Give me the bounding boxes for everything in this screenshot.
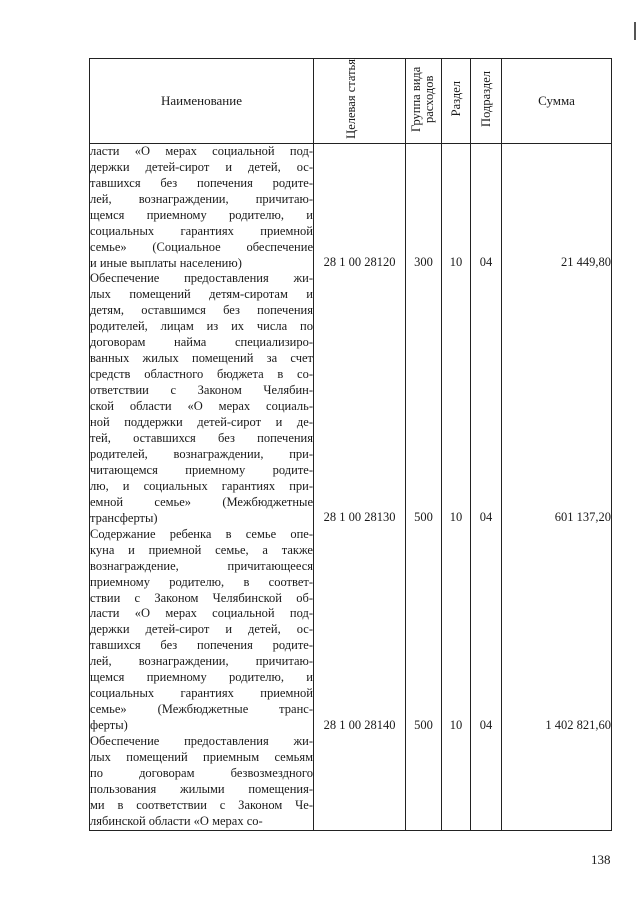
row-3-group [406, 813, 441, 829]
spacer [471, 271, 501, 287]
spacer [442, 606, 470, 622]
spacer [442, 542, 470, 558]
spacer [471, 622, 501, 638]
header-subsection: Подраздел [471, 59, 502, 144]
spacer [406, 558, 441, 574]
spacer [442, 399, 470, 415]
row-0-group: 300 [414, 255, 433, 270]
spacer [502, 765, 611, 781]
spacer [406, 606, 441, 622]
spacer [314, 367, 405, 383]
row-1-line: детям, оставшимся без попечения [90, 303, 313, 318]
spacer [442, 224, 470, 240]
row-3-section [442, 813, 470, 829]
row-2-line: вознаграждение, причитающееся [90, 558, 313, 573]
spacer [502, 494, 611, 510]
spacer [442, 144, 470, 160]
spacer [406, 192, 441, 208]
spacer [406, 622, 441, 638]
target-column [314, 143, 406, 830]
spacer [406, 431, 441, 447]
spacer [471, 367, 501, 383]
spacer [406, 463, 441, 479]
row-0-line: социальных гарантиях приемной [90, 223, 313, 238]
row-3-line: пользования жилыми помещения- [90, 781, 313, 796]
row-2-line: ласти «О мерах социальной под- [90, 606, 313, 621]
spacer [502, 606, 611, 622]
spacer [471, 208, 501, 224]
row-1-line: лю, и социальных гарантиях при- [90, 478, 313, 493]
spacer [502, 176, 611, 192]
spacer [471, 526, 501, 542]
row-3-line: Обеспечение предоставления жи- [90, 734, 313, 749]
spacer [471, 192, 501, 208]
spacer [406, 494, 441, 510]
spacer [502, 622, 611, 638]
spacer [471, 781, 501, 797]
row-0-line: ласти «О мерах социальной под- [90, 143, 313, 158]
spacer [442, 176, 470, 192]
spacer [442, 239, 470, 255]
spacer [502, 447, 611, 463]
spacer [314, 192, 405, 208]
spacer [471, 399, 501, 415]
spacer [502, 431, 611, 447]
spacer [471, 335, 501, 351]
spacer [442, 494, 470, 510]
spacer [314, 797, 405, 813]
spacer [442, 654, 470, 670]
spacer [314, 606, 405, 622]
spacer [406, 287, 441, 303]
row-1-line: родителей, лицам из их числа по [90, 319, 313, 334]
spacer [314, 574, 405, 590]
row-1-line: ной поддержки детей-сирот и де- [90, 415, 313, 430]
spacer [471, 176, 501, 192]
spacer [502, 734, 611, 750]
spacer [502, 749, 611, 765]
spacer [471, 670, 501, 686]
spacer [314, 383, 405, 399]
spacer [502, 638, 611, 654]
header-section: Раздел [442, 59, 471, 144]
spacer [471, 239, 501, 255]
spacer [314, 176, 405, 192]
spacer [406, 590, 441, 606]
spacer [406, 144, 441, 160]
row-0-subsection: 04 [479, 255, 493, 270]
spacer [442, 447, 470, 463]
spacer [406, 415, 441, 431]
spacer [471, 797, 501, 813]
sum-column [502, 143, 612, 830]
spacer [406, 239, 441, 255]
spacer [314, 463, 405, 479]
spacer [406, 208, 441, 224]
spacer [314, 351, 405, 367]
spacer [502, 686, 611, 702]
spacer [314, 144, 405, 160]
row-2-subsection: 04 [479, 717, 493, 732]
spacer [471, 303, 501, 319]
header-target-article: Целевая статья [314, 59, 406, 144]
spacer [406, 303, 441, 319]
spacer [471, 431, 501, 447]
spacer [442, 160, 470, 176]
spacer [471, 415, 501, 431]
spacer [406, 765, 441, 781]
spacer [442, 558, 470, 574]
spacer [314, 781, 405, 797]
spacer [502, 574, 611, 590]
spacer [406, 526, 441, 542]
spacer [442, 749, 470, 765]
row-2-line: лей, вознаграждении, причитаю- [90, 654, 313, 669]
spacer [471, 319, 501, 335]
header-sum: Сумма [502, 59, 612, 144]
spacer [314, 765, 405, 781]
spacer [406, 399, 441, 415]
row-2-line: тавшихся без попечения родите- [90, 638, 313, 653]
spacer [314, 287, 405, 303]
spacer [314, 590, 405, 606]
spacer [406, 734, 441, 750]
row-2-line: куна и приемной семье, а также [90, 542, 313, 557]
row-1-line: ответствии с Законом Челябин- [90, 383, 313, 398]
spacer [314, 702, 405, 718]
spacer [406, 367, 441, 383]
spacer [471, 606, 501, 622]
spacer [502, 654, 611, 670]
spacer [442, 479, 470, 495]
spacer [406, 319, 441, 335]
row-0-line: лей, вознаграждении, причитаю- [90, 191, 313, 206]
spacer [502, 590, 611, 606]
row-0-section: 10 [449, 255, 463, 270]
spacer [471, 447, 501, 463]
spacer [406, 670, 441, 686]
spacer [502, 367, 611, 383]
row-3-subsection [471, 813, 501, 829]
spacer [442, 271, 470, 287]
spacer [314, 208, 405, 224]
spacer [314, 335, 405, 351]
spacer [502, 287, 611, 303]
spacer [471, 351, 501, 367]
spacer [471, 224, 501, 240]
spacer [442, 670, 470, 686]
row-2-line: ферты) [90, 718, 128, 733]
row-1-line: лых помещений детям-сиротам и [90, 287, 313, 302]
row-1-line: договорам найма специализиро- [90, 335, 313, 350]
row-2-line: ствии с Законом Челябинской об- [90, 590, 313, 605]
name-column [90, 143, 314, 830]
spacer [502, 415, 611, 431]
row-0-line: тавшихся без попечения родите- [90, 175, 313, 190]
spacer [314, 654, 405, 670]
table-header-row [90, 59, 612, 144]
row-0-target: 28 1 00 28120 [323, 255, 396, 270]
spacer [442, 287, 470, 303]
spacer [314, 542, 405, 558]
row-2-line: Содержание ребенка в семье опе- [90, 526, 313, 541]
row-2-line: держки детей-сирот и детей, ос- [90, 622, 313, 637]
spacer [442, 526, 470, 542]
spacer [471, 542, 501, 558]
spacer [471, 574, 501, 590]
spacer [502, 383, 611, 399]
spacer [406, 749, 441, 765]
scan-edge-mark [634, 22, 636, 40]
spacer [406, 351, 441, 367]
spacer [471, 765, 501, 781]
spacer [314, 319, 405, 335]
spacer [406, 160, 441, 176]
spacer [314, 479, 405, 495]
spacer [314, 670, 405, 686]
spacer [406, 479, 441, 495]
spacer [314, 415, 405, 431]
spacer [314, 622, 405, 638]
spacer [314, 734, 405, 750]
row-1-line: читающемся приемному родите- [90, 462, 313, 477]
row-3-line: по договорам безвозмездного [90, 766, 313, 780]
row-3-line: лябинской области «О мерах со- [90, 813, 263, 828]
spacer [442, 367, 470, 383]
row-1-group: 500 [414, 510, 433, 525]
spacer [442, 734, 470, 750]
spacer [502, 558, 611, 574]
spacer [502, 239, 611, 255]
row-1-subsection: 04 [479, 510, 493, 525]
row-1-line: ванных жилых помещений за счет [90, 351, 313, 366]
row-2-line: приемному родителю, в соответ- [90, 574, 313, 589]
spacer [314, 447, 405, 463]
spacer [314, 431, 405, 447]
spacer [471, 702, 501, 718]
header-name: Наименование [90, 59, 314, 144]
row-1-sum: 601 137,20 [554, 510, 611, 525]
spacer [502, 208, 611, 224]
row-1-line: средств областного бюджета в со- [90, 367, 313, 382]
spacer [314, 749, 405, 765]
row-3-line: ми в соответствии с Законом Че- [90, 797, 313, 812]
spacer [314, 686, 405, 702]
spacer [442, 463, 470, 479]
spacer [442, 686, 470, 702]
row-2-line: социальных гарантиях приемной [90, 686, 313, 701]
spacer [471, 383, 501, 399]
row-1-line: тей, оставшихся без попечения [90, 430, 313, 445]
row-1-line: ской области «О мерах социаль- [90, 399, 313, 414]
spacer [406, 176, 441, 192]
spacer [442, 797, 470, 813]
spacer [406, 271, 441, 287]
row-0-line: семье» (Социальное обеспечение [90, 239, 313, 254]
spacer [502, 399, 611, 415]
spacer [442, 303, 470, 319]
spacer [502, 224, 611, 240]
spacer [471, 494, 501, 510]
spacer [314, 271, 405, 287]
row-1-line: родителей, вознаграждении, при- [90, 446, 313, 461]
row-0-line: щемся приемному родителю, и [90, 207, 313, 222]
spacer [314, 160, 405, 176]
spacer [406, 638, 441, 654]
spacer [502, 160, 611, 176]
spacer [502, 526, 611, 542]
spacer [502, 271, 611, 287]
spacer [442, 208, 470, 224]
spacer [502, 781, 611, 797]
spacer [471, 734, 501, 750]
spacer [314, 558, 405, 574]
row-3-target [314, 813, 405, 829]
spacer [406, 447, 441, 463]
spacer [471, 654, 501, 670]
spacer [502, 479, 611, 495]
spacer [406, 335, 441, 351]
row-2-target: 28 1 00 28140 [323, 717, 396, 732]
spacer [442, 192, 470, 208]
spacer [471, 479, 501, 495]
spacer [502, 670, 611, 686]
spacer [471, 686, 501, 702]
spacer [442, 702, 470, 718]
row-0-line: и иные выплаты населению) [90, 255, 242, 270]
spacer [442, 574, 470, 590]
spacer [502, 797, 611, 813]
spacer [406, 781, 441, 797]
spacer [502, 351, 611, 367]
subsection-column [471, 143, 502, 830]
spacer [314, 638, 405, 654]
row-3-line: лых помещений приемным семьям [90, 750, 313, 765]
spacer [314, 303, 405, 319]
spacer [406, 797, 441, 813]
spacer [471, 463, 501, 479]
row-0-sum: 21 449,80 [561, 255, 611, 270]
spacer [442, 335, 470, 351]
spacer [314, 526, 405, 542]
spacer [471, 749, 501, 765]
row-2-group: 500 [414, 717, 433, 732]
spacer [406, 383, 441, 399]
section-column [442, 143, 471, 830]
spacer [442, 351, 470, 367]
spacer [471, 590, 501, 606]
spacer [442, 431, 470, 447]
spacer [502, 192, 611, 208]
spacer [442, 638, 470, 654]
spacer [502, 463, 611, 479]
page-number: 138 [591, 852, 611, 867]
spacer [314, 399, 405, 415]
spacer [502, 303, 611, 319]
row-2-sum: 1 402 821,60 [545, 717, 611, 732]
spacer [406, 702, 441, 718]
budget-table [89, 58, 612, 831]
header-expense-group: Группа вида расходов [406, 59, 442, 144]
row-0-line: держки детей-сирот и детей, ос- [90, 159, 313, 174]
spacer [442, 319, 470, 335]
row-1-line: емной семье» (Межбюджетные [90, 494, 313, 509]
spacer [314, 494, 405, 510]
spacer [442, 415, 470, 431]
table-body-row [90, 143, 612, 830]
spacer [502, 144, 611, 160]
spacer [502, 335, 611, 351]
row-2-line: щемся приемному родителю, и [90, 670, 313, 685]
row-1-line: трансферты) [90, 510, 158, 525]
spacer [502, 702, 611, 718]
spacer [471, 287, 501, 303]
group-column [406, 143, 442, 830]
spacer [502, 542, 611, 558]
spacer [406, 686, 441, 702]
spacer [502, 319, 611, 335]
spacer [471, 160, 501, 176]
row-1-line: Обеспечение предоставления жи- [90, 271, 313, 286]
spacer [442, 383, 470, 399]
spacer [442, 765, 470, 781]
spacer [471, 638, 501, 654]
spacer [314, 224, 405, 240]
row-1-target: 28 1 00 28130 [323, 510, 396, 525]
spacer [406, 224, 441, 240]
spacer [442, 622, 470, 638]
spacer [471, 558, 501, 574]
spacer [471, 144, 501, 160]
row-3-sum [502, 813, 611, 829]
spacer [406, 542, 441, 558]
spacer [406, 654, 441, 670]
row-2-line: семье» (Межбюджетные транс- [90, 702, 313, 717]
spacer [314, 239, 405, 255]
row-2-section: 10 [449, 717, 463, 732]
row-1-section: 10 [449, 510, 463, 525]
spacer [442, 781, 470, 797]
spacer [406, 574, 441, 590]
spacer [442, 590, 470, 606]
